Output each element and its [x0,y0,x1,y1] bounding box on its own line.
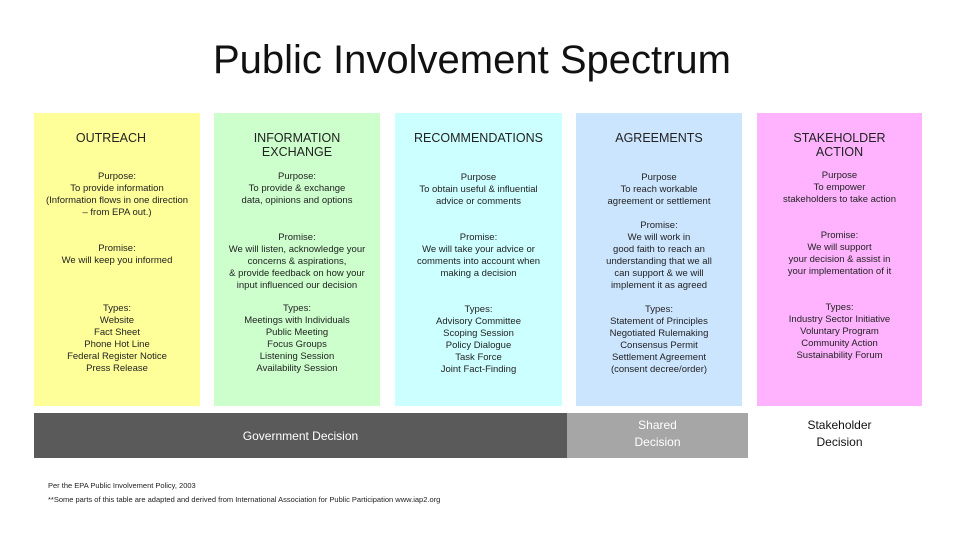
footnote-source: **Some parts of this table are adapted and derived from International Association for Public Participation www.iap2.org [48,495,441,504]
column-purpose: Purpose: To provide & exchange data, opinions and options [241,171,353,206]
column-purpose: Purpose To obtain useful & influential advice or comments [419,172,538,207]
column-types: Types: Advisory Committee Scoping Session Policy Dialogue Task Force Joint Fact-Finding [436,304,521,375]
column-promise: Promise: We will work in good faith to reach an understanding that we all can support & we will implement it as agreed [606,220,712,291]
stakeholder-decision-label: Stakeholder Decision [807,418,872,449]
column-purpose: Purpose: To provide information (Information flows in one direction – from EPA out.) [45,171,189,218]
column-information-exchange [214,113,380,406]
column-stakeholder-action [757,113,922,406]
column-purpose: Purpose To reach workable agreement or settlement [607,172,711,207]
column-header: INFORMATION EXCHANGE [253,131,341,159]
column-types: Types: Statement of Principles Negotiated Rulemaking Consensus Permit Settlement Agreement (consent decree/order) [609,304,709,375]
column-promise: Promise: We will keep you informed [61,243,173,266]
column-types: Types: Industry Sector Initiative Voluntary Program Community Action Sustainability Forum [788,302,891,361]
column-promise: Promise: We will take your advice or comments into account when making a decision [416,232,541,279]
column-header: RECOMMENDATIONS [414,131,543,145]
government-decision-label: Government Decision [242,429,359,443]
column-header: OUTREACH [75,131,147,145]
column-agreements [576,113,742,406]
column-recommendations [395,113,562,406]
column-outreach [34,113,200,406]
column-types: Types: Website Fact Sheet Phone Hot Line Federal Register Notice Press Release [67,303,167,374]
column-types: Types: Meetings with Individuals Public Meeting Focus Groups Listening Session Availability Session [244,303,350,374]
column-header: STAKEHOLDER ACTION [793,131,886,159]
column-header: AGREEMENTS [615,131,703,145]
footnote-policy: Per the EPA Public Involvement Policy, 2003 [48,481,196,490]
page-title: Public Involvement Spectrum [212,38,731,82]
column-promise: Promise: We will listen, acknowledge your concerns & aspirations, & provide feedback on how your input influenced our decision [228,232,366,291]
column-purpose: Purpose To empower stakeholders to take action [782,170,896,205]
column-promise: Promise: We will support your decision & assist in your implementation of it [787,230,892,277]
shared-decision-label: Shared Decision [634,418,681,449]
